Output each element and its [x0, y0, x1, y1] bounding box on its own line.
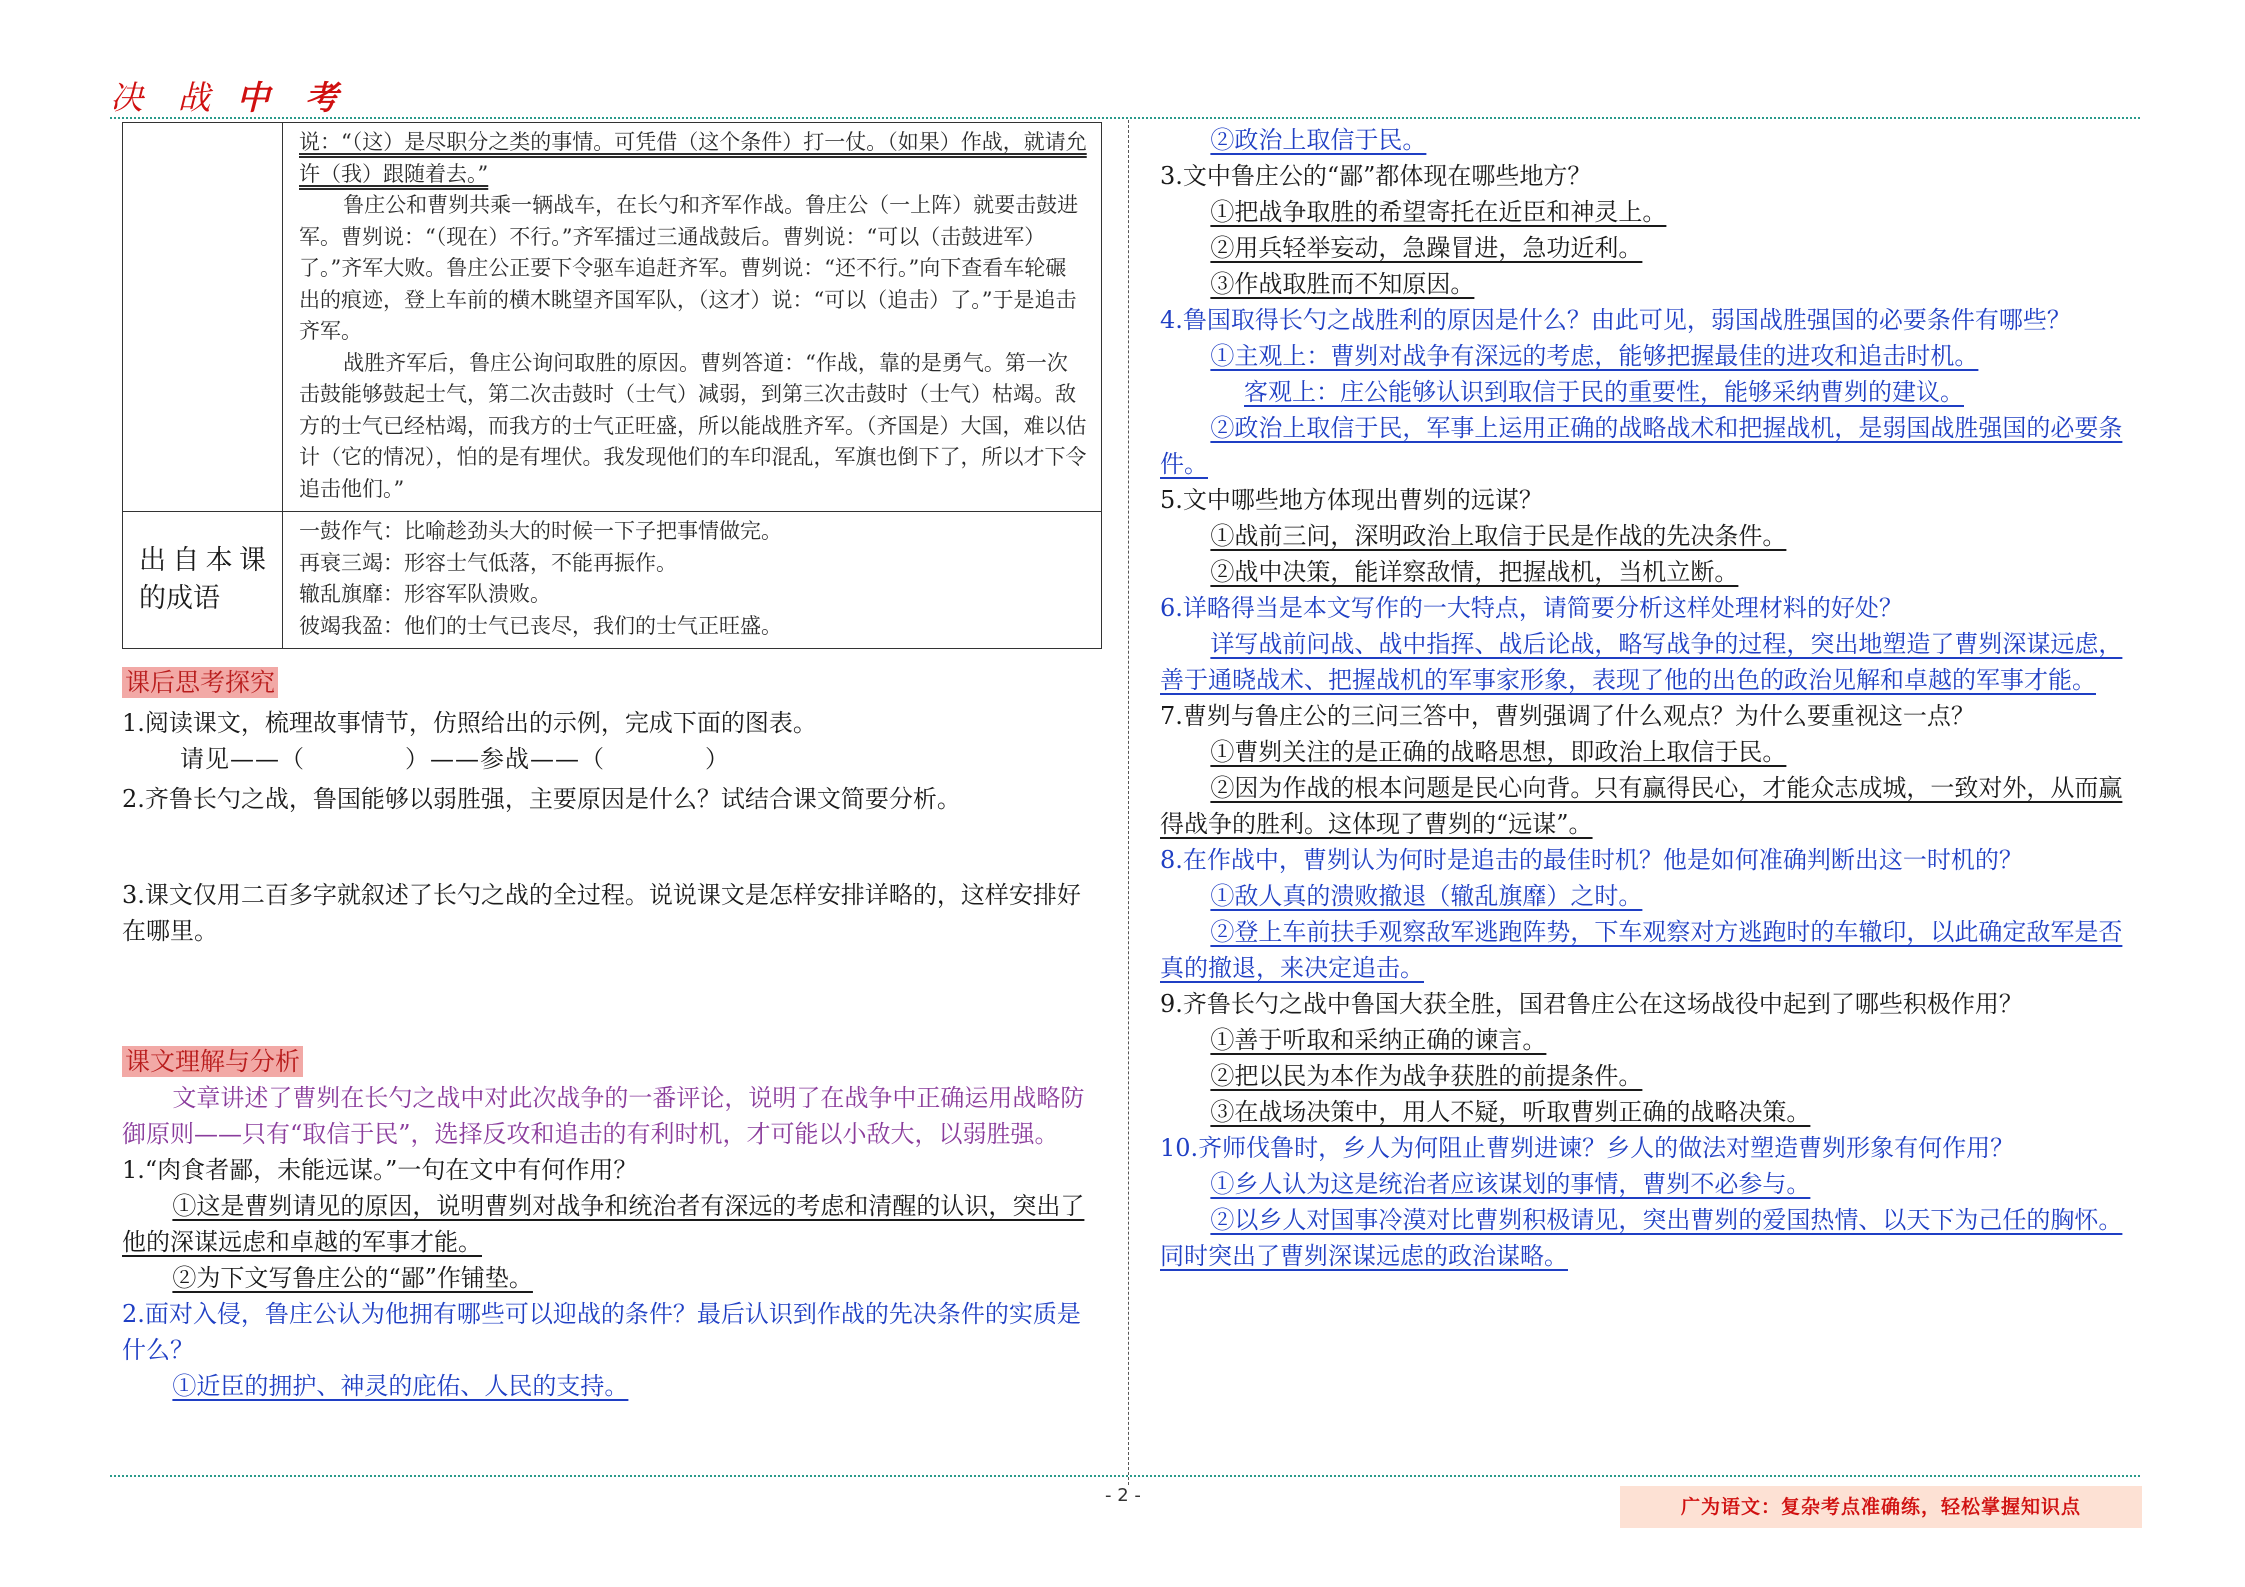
header-divider [110, 117, 2140, 119]
analysis-a3-item: ①把战争取胜的希望寄托在近臣和神灵上。 [1210, 198, 1667, 226]
analysis-q5: 5.文中哪些地方体现出曹刿的远谋？ [1160, 486, 1543, 514]
analysis-a10-1: ①乡人认为这是统治者应该谋划的事情，曹刿不必参与。 [1210, 1170, 1811, 1198]
analysis-a10-2: ②以乡人对国事冷漠对比曹刿积极请见，突出曹刿的爱国热情、以天下为己任的胸怀。同时突出了曹刿深谋远虑的政治谋略。 [1160, 1206, 2123, 1270]
brand-part2: 中 考 [236, 78, 350, 117]
idiom-item: 一鼓作气：比喻趁劲头大的时候一下子把事情做完。 [299, 519, 782, 543]
analysis-a7-2: ②因为作战的根本问题是民心向背。只有赢得民心，才能众志成城，一致对外，从而赢得战争的胜利。这体现了曹刿的“远谋”。 [1160, 774, 2123, 838]
analysis-a1-2: ②为下文写鲁庄公的“鄙”作铺垫。 [172, 1264, 533, 1292]
analysis-title: 课文理解与分析 [122, 1046, 303, 1077]
translation-line-3: 战胜齐军后，鲁庄公询问取胜的原因。曹刿答道：“作战，靠的是勇气。第一次击鼓能够鼓起士气，第二次击鼓时（士气）减弱，到第三次击鼓时（士气）枯竭。敌方的士气已经枯竭，而我方的士气正旺盛，所以能战胜齐军。（齐国是）大国，难以估计（它的情况），怕的是有埋伏。我发现他们的车印混乱，军旗也倒下了，所以才下令追击他们。” [299, 350, 1087, 501]
translation-table [122, 122, 1102, 649]
analysis-q4: 4.鲁国取得长勺之战胜利的原因是什么？由此可见，弱国战胜强国的必要条件有哪些？ [1160, 306, 2071, 334]
after-class-title: 课后思考探究 [122, 667, 278, 698]
after-class-q2: 2.齐鲁长勺之战，鲁国能够以弱胜强，主要原因是什么？试结合课文简要分析。 [122, 785, 961, 813]
analysis-section [122, 1044, 1102, 1404]
after-class-q3: 3.课文仅用二百多字就叙述了长勺之战的全过程。说说课文是怎样安排详略的，这样安排好在哪里。 [122, 881, 1081, 945]
translation-row [123, 123, 1101, 512]
analysis-q10: 10.齐师伐鲁时，乡人为何阻止曹刿进谏？乡人的做法对塑造曹刿形象有何作用？ [1160, 1134, 2015, 1162]
analysis-a3-item: ②用兵轻举妄动，急躁冒进，急功近利。 [1210, 234, 1643, 262]
footer-slogan: 广为语文：复杂考点准确练，轻松掌握知识点 [1620, 1486, 2142, 1528]
analysis-a7-1: ①曹刿关注的是正确的战略思想，即政治上取信于民。 [1210, 738, 1787, 766]
analysis-a8-1: ①敌人真的溃败撤退（辙乱旗靡）之时。 [1210, 882, 1643, 910]
analysis-q3: 3.文中鲁庄公的“鄙”都体现在哪些地方？ [1160, 162, 1592, 190]
translation-cell [283, 123, 1101, 511]
analysis-a4-2: 客观上：庄公能够认识到取信于民的重要性，能够采纳曹刿的建议。 [1244, 378, 1964, 406]
analysis-a6: 详写战前问战、战中指挥、战后论战，略写战争的过程，突出地塑造了曹刿深谋远虑，善于通晓战术、把握战机的军事家形象，表现了他的出色的政治见解和卓越的军事才能。 [1160, 630, 2123, 694]
analysis-a3-item: ③作战取胜而不知原因。 [1210, 270, 1475, 298]
translation-row-label [123, 123, 283, 511]
idiom-cell [283, 512, 1101, 648]
analysis-a8-2: ②登上车前扶手观察敌军逃跑阵势，下车观察对方逃跑时的车辙印，以此确定敌军是否真的撤退，来决定追击。 [1160, 918, 2123, 982]
after-class-section [122, 665, 1102, 949]
page-number: - 2 - [1105, 1485, 1141, 1506]
analysis-a2-2: ②政治上取信于民。 [1210, 126, 1427, 154]
analysis-q2: 2.面对入侵，鲁庄公认为他拥有哪些可以迎战的条件？最后认识到作战的先决条件的实质是什么？ [122, 1300, 1081, 1364]
analysis-a9-item: ①善于听取和采纳正确的谏言。 [1210, 1026, 1547, 1054]
analysis-q8: 8.在作战中，曹刿认为何时是追击的最佳时机？他是如何准确判断出这一时机的？ [1160, 846, 2023, 874]
brand-title [110, 72, 350, 119]
analysis-q6: 6.详略得当是本文写作的一大特点，请简要分析这样处理材料的好处？ [1160, 594, 1903, 622]
brand-part1: 决 战 [110, 78, 223, 117]
idiom-item: 再衰三竭：形容士气低落，不能再振作。 [299, 550, 677, 575]
analysis-q1: 1.“肉食者鄙，未能远谋。”一句在文中有何作用？ [122, 1156, 638, 1184]
analysis-q7: 7.曹刿与鲁庄公的三问三答中，曹刿强调了什么观点？为什么要重视这一点？ [1160, 702, 1975, 730]
idiom-item: 彼竭我盈：他们的士气已丧尽，我们的士气正旺盛。 [299, 613, 782, 638]
analysis-a1-1: ①这是曹刿请见的原因，说明曹刿对战争和统治者有深远的考虑和清醒的认识，突出了他的深谋远虑和卓越的军事才能。 [122, 1192, 1085, 1256]
analysis-a9-item: ②把以民为本作为战争获胜的前提条件。 [1210, 1062, 1643, 1090]
after-class-q1-chart: 请见——（ ）——参战——（ ） [180, 745, 730, 773]
analysis-a2-1: ①近臣的拥护、神灵的庇佑、人民的支持。 [172, 1372, 629, 1400]
translation-line-2: 鲁庄公和曹刿共乘一辆战车，在长勺和齐军作战。鲁庄公（一上阵）就要击鼓进军。曹刿说：“（现在）不行。”齐军擂过三通战鼓后。曹刿说：“可以（击鼓进军）了。”齐军大败。鲁庄公正要下令驱车追赶齐军。曹刿说：“还不行。”向下查看车轮碾出的痕迹，登上车前的横木眺望齐国军队，（这才）说：“可以（追击）了。”于是追击齐军。 [299, 193, 1079, 343]
analysis-q9: 9.齐鲁长勺之战中鲁国大获全胜，国君鲁庄公在这场战役中起到了哪些积极作用？ [1160, 990, 2023, 1018]
analysis-a5-item: ②战中决策，能详察敌情，把握战机，当机立断。 [1210, 558, 1739, 586]
analysis-a4-1: ①主观上：曹刿对战争有深远的考虑，能够把握最佳的进攻和追击时机。 [1210, 342, 1979, 370]
idiom-row [123, 512, 1101, 648]
column-divider [1128, 120, 1129, 1485]
idiom-label: 出自本课的成语 [123, 512, 283, 648]
after-class-q1: 1.阅读课文，梳理故事情节，仿照给出的示例，完成下面的图表。 [122, 709, 817, 737]
analysis-a4-3: ②政治上取信于民，军事上运用正确的战略战术和把握战机，是弱国战胜强国的必要条件。 [1160, 414, 2123, 478]
footer-divider [110, 1475, 2140, 1477]
analysis-a9-item: ③在战场决策中，用人不疑，听取曹刿正确的战略决策。 [1210, 1098, 1811, 1126]
idiom-item: 辙乱旗靡：形容军队溃败。 [299, 582, 551, 606]
translation-line-1: 说：“（这）是尽职分之类的事情。可凭借（这个条件）打一仗。（如果）作战，就请允许（我）跟随着去。” [299, 130, 1087, 186]
analysis-continued [1160, 122, 2140, 1274]
analysis-intro: 文章讲述了曹刿在长勺之战中对此次战争的一番评论，说明了在战争中正确运用战略防御原则——只有“取信于民”，选择反攻和追击的有利时机，才可能以小敌大，以弱胜强。 [122, 1084, 1085, 1148]
analysis-a5-item: ①战前三问，深明政治上取信于民是作战的先决条件。 [1210, 522, 1787, 550]
